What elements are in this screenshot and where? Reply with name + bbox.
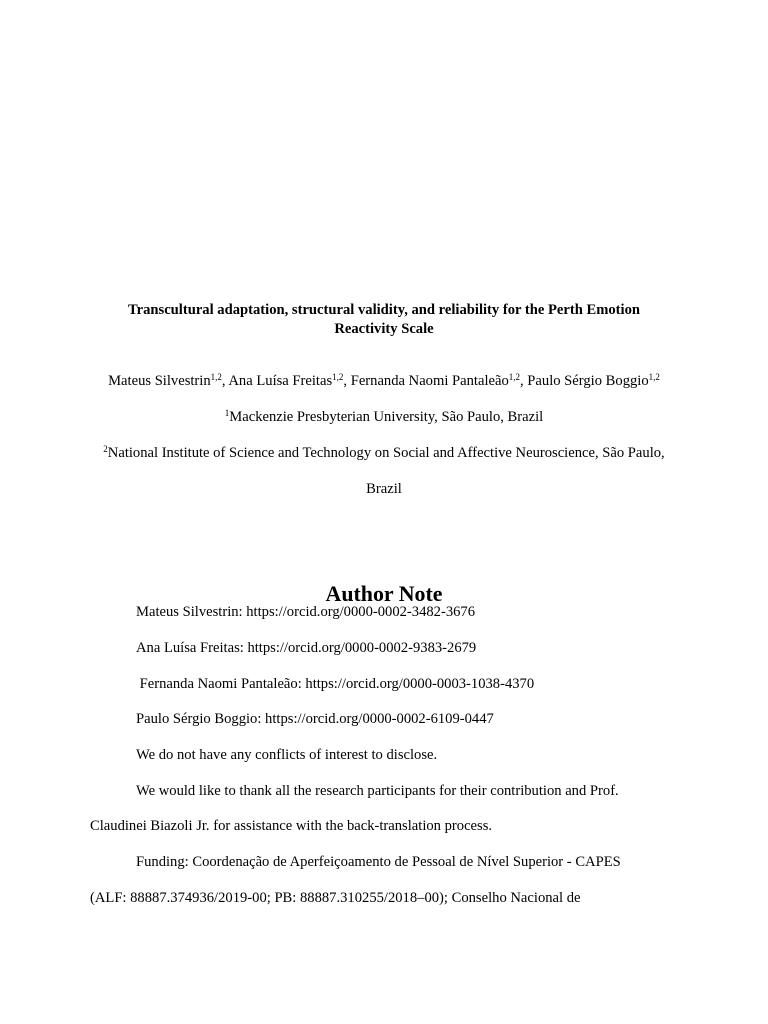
- acknowledgment-line-1: We would like to thank all the research participants for their contribution and Prof.: [136, 783, 619, 799]
- author-name: Ana Luísa Freitas: [228, 373, 333, 389]
- paper-title-line-1: Transcultural adaptation, structural validity, and reliability for the Perth Emotion: [127, 302, 640, 318]
- author-affiliation-mark: 1,2: [648, 372, 660, 382]
- affiliation-1: [80, 408, 688, 426]
- author-separator: ,: [221, 373, 229, 389]
- affiliation-text: Brazil: [366, 481, 402, 497]
- affiliation-2: [80, 444, 688, 462]
- affiliation-text: National Institute of Science and Technology on Social and Affective Neuroscience, São Paulo,: [107, 445, 665, 461]
- author-name: Fernanda Naomi Pantaleão: [350, 373, 509, 389]
- author-affiliation-mark: 1,2: [332, 372, 344, 382]
- author-name: Paulo Sérgio Boggio: [527, 373, 649, 389]
- conflicts-statement: We do not have any conflicts of interest to disclose.: [136, 747, 438, 763]
- affiliation-2-continued: [80, 480, 688, 498]
- author-affiliation-mark: 1,2: [210, 372, 222, 382]
- orcid-line: Ana Luísa Freitas: https://orcid.org/0000-0002-9383-2679: [136, 640, 477, 656]
- affiliation-mark: 1: [224, 408, 230, 418]
- paper-title-line-2: Reactivity Scale: [334, 321, 434, 337]
- orcid-line: Paulo Sérgio Boggio: https://orcid.org/0000-0002-6109-0447: [136, 711, 494, 727]
- affiliation-text: Mackenzie Presbyterian University, São Paulo, Brazil: [229, 409, 544, 425]
- funding-line-1: Funding: Coordenação de Aperfeiçoamento de Pessoal de Nível Superior - CAPES: [136, 854, 621, 870]
- acknowledgment-line-2: Claudinei Biazoli Jr. for assistance with the back-translation process.: [90, 818, 493, 834]
- author-note-heading: Author Note: [325, 581, 443, 606]
- author-name: Mateus Silvestrin: [108, 373, 211, 389]
- affiliation-mark: 2: [103, 444, 108, 454]
- orcid-line: Fernanda Naomi Pantaleão: https://orcid.org/0000-0003-1038-4370: [136, 676, 535, 692]
- author-separator: ,: [343, 373, 351, 389]
- orcid-line: Mateus Silvestrin: https://orcid.org/0000-0002-3482-3676: [136, 604, 476, 620]
- author-list: [80, 372, 688, 390]
- funding-line-2: (ALF: 88887.374936/2019-00; PB: 88887.310255/2018–00); Conselho Nacional de: [90, 890, 581, 906]
- paper-title: [90, 301, 678, 339]
- author-separator: ,: [520, 373, 528, 389]
- author-affiliation-mark: 1,2: [508, 372, 520, 382]
